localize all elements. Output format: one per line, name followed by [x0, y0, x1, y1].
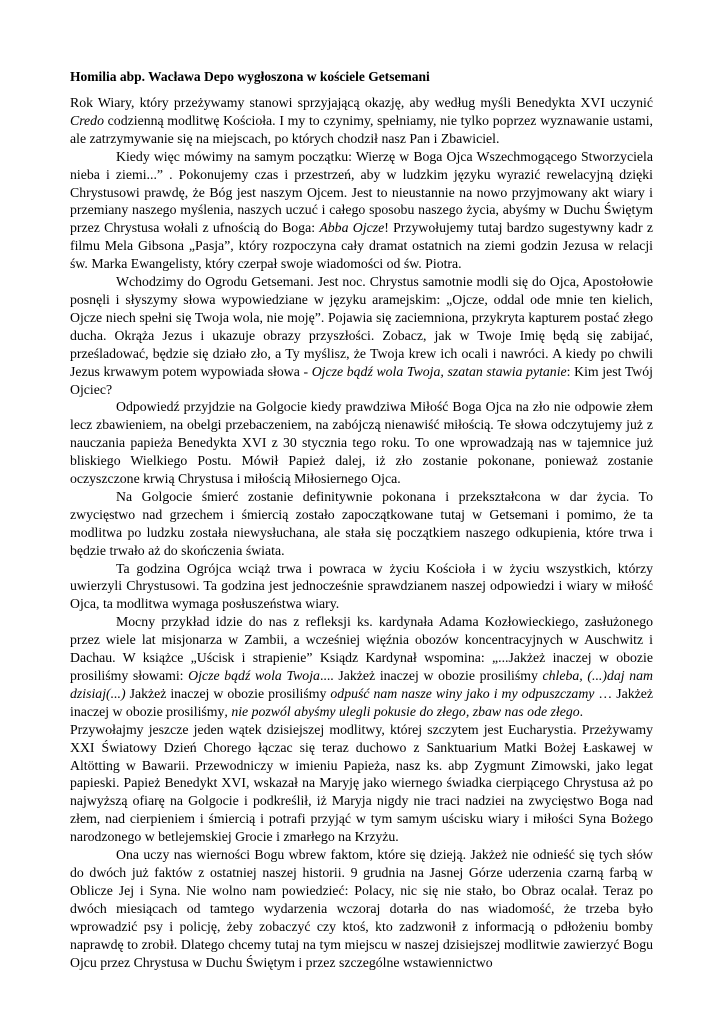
text-run: Na Golgocie śmierć zostanie definitywnie pokonana i przekształcona w dar życia. To zwycięstwo nad grzechem i śmiercią zostało zapoczątkowane tutaj w Getsemani i pomimo, że ta modlitwa po ludzku została niewysłuchana, ale stała się początkiem naszego odkupienia, które trwa i będzie trwało aż do skończenia świata.	[70, 488, 653, 558]
text-run: Ta godzina Ogrójca wciąż trwa i powraca w życiu Kościoła i w życiu wszystkich, którzy uwierzyli Chrystusowi. Ta godzina jest jednocześnie sprawdzianem naszej odpowiedzi i wiary w miłość Ojca, ta modlitwa wymaga posłuszeństwa wiary.	[70, 560, 653, 612]
italic-text-run: , nie pozwól abyśmy ulegli pokusie do złego, zbaw nas ode złego	[224, 703, 580, 719]
paragraph	[70, 560, 653, 614]
italic-text-run: Ojcze bądź wola Twoja	[188, 668, 320, 683]
paragraph	[70, 148, 653, 273]
paragraph	[70, 846, 653, 971]
paragraph	[70, 721, 653, 846]
text-run: Kiedy więc mówimy na samym początku: Wierzę w Boga Ojca Wszechmogącego Stworzyciela nieba i ziemi...” . Pokonujemy czas i przestrzeń, aby w ludzkim języku wyrazić rewelacyjną dzięki Chrystusowi prawdę, że Bóg jest naszym Ojcem. Jest to nieustannie na nowo przyjmowany akt wiary i przemiany naszego myślenia, naszych uczuć i całego sposobu naszego życia, abyśmy w Duchu Świętym przez Chrystusa wołali z ufnością do Boga:	[70, 148, 653, 236]
document-body	[70, 94, 653, 971]
text-run: Mocny przykład idzie do nas z refleksji ks. kardynała Adama Kozłowieckiego, zasłużonego przez wiele lat misjonarza w Zambii, a wcześniej więźnia obozów koncentracyjnych w Auschwitz i Dachau. W książce „Uścisk i strapienie” Ksiądz Kardynał wspomina: „...Jakżeż inaczej w obozie prosiliśmy słowami:	[70, 614, 653, 683]
text-run: Jakżeż inaczej w obozie prosiliśmy	[125, 685, 331, 701]
paragraph	[70, 488, 653, 560]
text-run: … Jakżeż inaczej w obozie prosiliśmy	[70, 685, 653, 719]
paragraph	[70, 94, 653, 148]
italic-text-run: Ojcze bądź wola Twoja, szatan stawia pytanie	[311, 363, 567, 379]
text-run: : Kim jest Twój Ojciec?	[70, 363, 653, 397]
document-title: Homilia abp. Wacława Depo wygłoszona w kościele Getsemani	[70, 69, 430, 84]
italic-text-run: chleba, (...)daj nam dzisiaj(...)	[70, 668, 654, 701]
text-run: .	[579, 703, 584, 719]
italic-text-run: odpuść nam nasze winy jako i my odpuszczamy	[330, 685, 595, 701]
text-run: Odpowiedź przyjdzie na Golgocie kiedy prawdziwa Miłość Boga Ojca na zło nie odpowie złem lecz zbawieniem, na obelgi przebaczeniem, na zabójczą nienawiść miłością. Te słowa odczytujemy już z nauczania papieża Benedykta XVI z 30 stycznia tego roku. To one wprowadzają nas w tajemnice już bliskiego Wielkiego Postu. Mówił Papież dalej, iż zło zostanie pokonane, ponieważ zostanie oczyszczone krwią Chrystusa i miłością Miłosiernego Ojca.	[70, 399, 653, 487]
text-run: Wchodzimy do Ogrodu Getsemani. Jest noc. Chrystus samotnie modli się do Ojca, Apostołowie posnęli i słyszymy słowa wypowiedziane w języku aramejskim: „Ojcze, oddal ode mnie ten kielich, Ojcze niech spełni się Twoja wola, nie moję”. Pojawia się zaciemniona, przykryta kapturem postać złego ducha. Okrąża Jezus i ukazuje obrazy przyszłości. Zobacz, jak w Twoje Imię będą się zabijać, prześladować, będzie się działo zło, a Ty myślisz, że Twoja krew ich ocali i nawróci. A kiedy po chwili Jezus krwawym potem wypowiada słowa -	[70, 274, 653, 379]
paragraph	[70, 398, 653, 488]
italic-text-run: Credo	[70, 112, 104, 128]
text-run: Rok Wiary, który przeżywamy stanowi sprzyjającą okazję, aby według myśli Benedykta XVI uczynić	[70, 95, 653, 110]
text-run: codzienną modlitwę Kościoła. I my to czynimy, spełniamy, nie tylko poprzez wyznawanie ustami, ale zatrzymywanie się na miejscach, po których chodził nasz Pan i Zbawiciel.	[70, 112, 653, 146]
italic-text-run: Abba Ojcze	[319, 220, 385, 236]
text-run: ! Przywołujemy tutaj bardzo sugestywny kadr z filmu Mela Gibsona „Pasja”, który rozpoczyna cały dramat ostatnich na ziemi godzin Jezusa w relacji św. Marka Ewangelisty, który czerpał swoje wiadomości od św. Piotra.	[70, 220, 653, 272]
text-run: .... Jakżeż inaczej w obozie prosiliśmy	[319, 668, 543, 683]
paragraph	[70, 613, 653, 720]
paragraph	[70, 273, 653, 398]
text-run: Przywołajmy jeszcze jeden wątek dzisiejszej modlitwy, której szczytem jest Eucharystia. Przeżywamy XXI Światowy Dzień Chorego łączac się teraz duchowo z Sanktuarium Matki Bożej Łaskawej w Altötting w Bawarii. Przewodniczy w imieniu Papieża, nasz ks. abp Zygmunt Zimowski, jako legat papieski. Papież Benedykt XVI, wskazał na Maryję jako wiernego świadka cierpiącego Chrystusa aż po najwyższą ofiarę na Golgocie i podkreślił, iż Maryja nigdy nie traci nadziei na zwycięstwo Boga nad złem, nad cierpieniem i śmiercią i potrafi przyjąć w tym samym uścisku wiary i miłości Syna Bożego narodzonego w betlejemskiej Grocie i zmarłego na Krzyżu.	[70, 721, 653, 845]
text-run: Ona uczy nas wierności Bogu wbrew faktom, które się dzieją. Jakżeż nie odnieść się tych słów do dwóch już faktów z ostatniej naszej historii. 9 grudnia na Jasnej Górze uderzenia czarną farbą w Oblicze Jej i Syna. Nie wolno nam powiedzieć: Polacy, nic się nie stało, bo Obraz ocalał. Teraz po dwóch miesiącach od tamtego wydarzenia wczoraj dotarła do nas wiadomość, że trzeba było wprowadzić psy i policję, żeby zobaczyć czy ktoś, kto zadzwonił z informacją o pdłożeniu bomby naprawdę to zrobił. Dlatego chcemy tutaj na tym miejscu w naszej dzisiejszej modlitwie zawierzyć Bogu Ojcu przez Chrystusa w Duchu Świętym i przez szczególne wstawiennictwo	[70, 847, 653, 970]
